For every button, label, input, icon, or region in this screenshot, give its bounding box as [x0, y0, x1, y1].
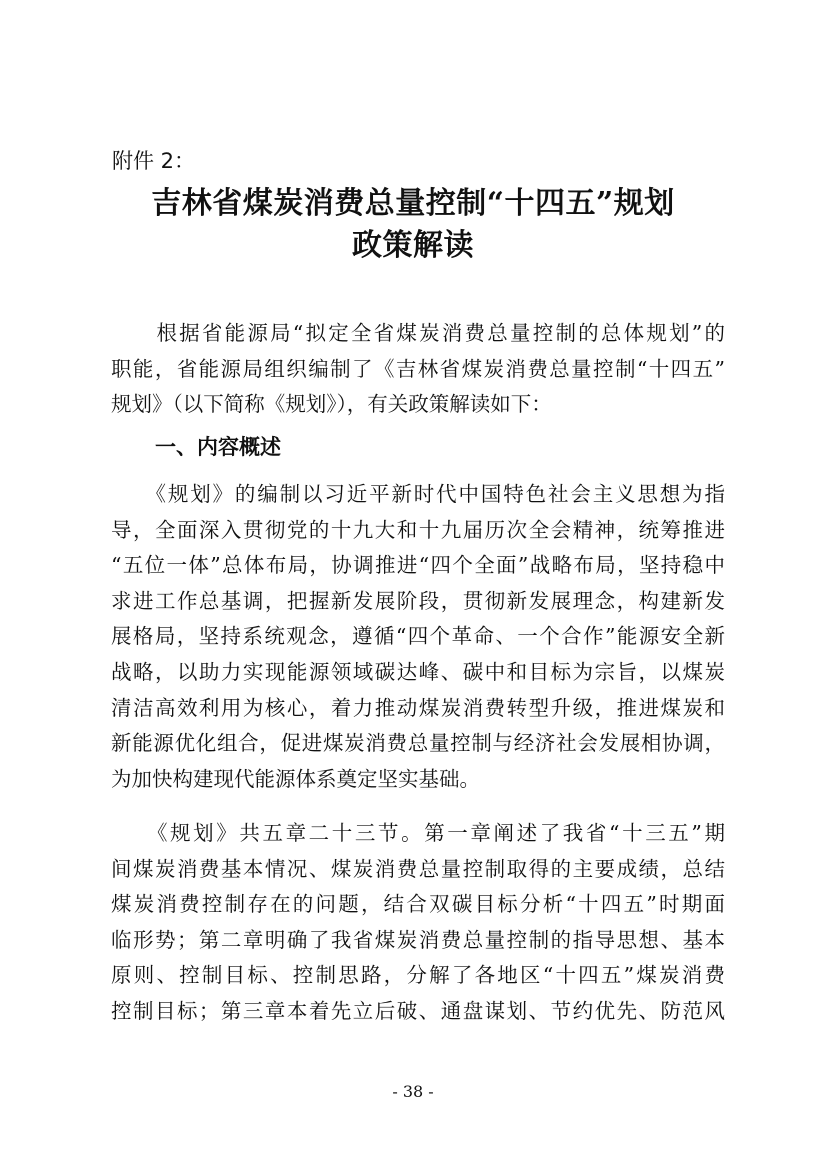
text-line: 规划》（以下简称《规划》），有关政策解读如下： [111, 392, 552, 417]
text-line: 展格局，坚持系统观念，遵循“四个革命、一个合作”能源安全新 [111, 624, 725, 649]
text-line: 临形势；第二章明确了我省煤炭消费总量控制的指导思想、基本 [111, 927, 725, 952]
text-line: 新能源优化组合，促进煤炭消费总量控制与经济社会发展相协调， [111, 731, 725, 756]
text-line: 职能，省能源局组织编制了《吉林省煤炭消费总量控制“十四五” [111, 356, 725, 381]
intro-paragraph [111, 316, 725, 423]
page-number: - 38 - [392, 1082, 434, 1101]
text-line: 导，全面深入贯彻党的十九大和十九届历次全会精神，统筹推进 [111, 517, 725, 542]
text-line: 煤炭消费控制存在的问题，结合双碳目标分析“十四五”时期面 [111, 892, 725, 917]
text-line: 战略，以助力实现能源领域碳达峰、碳中和目标为宗旨，以煤炭 [111, 659, 725, 684]
text-line: 《规划》共五章二十三节。第一章阐述了我省“十三五”期 [111, 821, 725, 845]
text-line: “五位一体”总体布局，协调推进“四个全面”战略布局，坚持稳中 [111, 553, 725, 578]
attachment-label: 附件 2： [112, 149, 196, 173]
document-subtitle: 政策解读 [352, 228, 474, 263]
text-line: 清洁高效利用为核心，着力推动煤炭消费转型升级，推进煤炭和 [111, 695, 725, 720]
text-line: 间煤炭消费基本情况、煤炭消费总量控制取得的主要成绩，总结 [111, 856, 725, 881]
document-title: 吉林省煤炭消费总量控制“十四五”规划 [151, 186, 675, 221]
text-line: 根据省能源局“拟定全省煤炭消费总量控制的总体规划”的 [111, 321, 725, 345]
text-line: 《规划》的编制以习近平新时代中国特色社会主义思想为指 [111, 482, 725, 506]
text-line: 为加快构建现代能源体系奠定坚实基础。 [111, 766, 480, 791]
text-line: 控制目标；第三章本着先立后破、通盘谋划、节约优先、防范风 [111, 998, 725, 1023]
text-line: 原则、控制目标、控制思路，分解了各地区“十四五”煤炭消费 [111, 963, 725, 988]
text-line: 求进工作总基调，把握新发展阶段，贯彻新发展理念，构建新发 [111, 588, 725, 613]
section-heading: 一、内容概述 [155, 435, 281, 459]
overview-paragraph-2 [111, 816, 725, 1030]
overview-paragraph-1 [111, 477, 725, 797]
